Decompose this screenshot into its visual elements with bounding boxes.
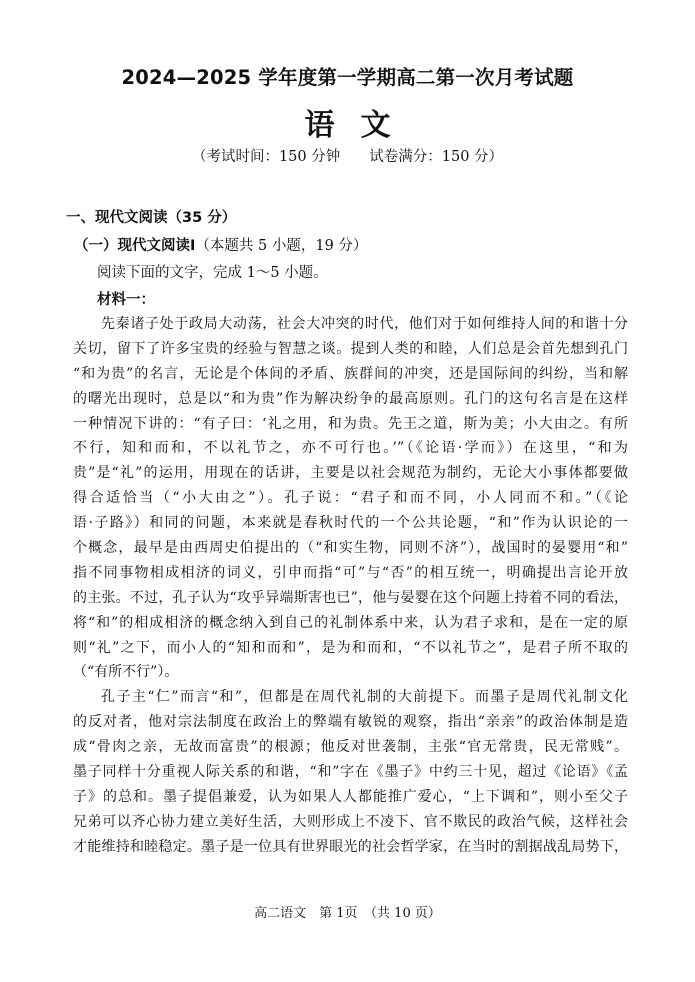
exam-info: （考试时间：150 分钟 试卷满分：150 分） <box>191 149 504 165</box>
reading-instruction: 阅读下面的文字，完成 1～5 小题。 <box>97 265 328 281</box>
passage-line: 的曙光出现时，总是以“和为贵”作为解决纷争的最高原则。孔门的这句名言是在这样 <box>73 390 628 407</box>
material-label: 材料一： <box>97 292 155 308</box>
passage-line: 墨子同样十分重视人际关系的和谐，“和”字在《墨子》中约三十见，超过《论语》《孟 <box>73 764 628 781</box>
passage-line: 孔子主“仁”而言“和”，但都是在周代礼制的大前提下。而墨子是周代礼制文化 <box>101 689 628 706</box>
subject-title: 语文 <box>304 108 417 143</box>
passage-line: “和为贵”的名言，无论是个体间的矛盾、族群间的冲突，还是国际间的纠纷，当和解 <box>73 365 628 382</box>
passage-line: 兄弟可以齐心协力建立美好生活，大则形成上不凌下、官不欺民的政治气候，这样社会 <box>73 813 628 830</box>
passage-line: 成“骨肉之亲，无故而富贵”的根源；他反对世袭制，主张“官无常贵，民无常贱”。 <box>73 739 628 756</box>
subsection-heading-bold: （一）现代文阅读Ⅰ <box>74 238 196 254</box>
passage-line: 语·子路》）和同的问题，本来就是春秋时代的一个公共论题，“和”作为认识论的一 <box>73 515 628 532</box>
passage-line: 关切，留下了许多宝贵的经验与智慧之谈。提到人类的和睦，人们总是会首先想到孔门 <box>73 340 628 357</box>
exam-title: 2024—2025 学年度第一学期高二第一次月考试题 <box>121 66 574 89</box>
passage-line: 个概念，最早是由西周史伯提出的（“和实生物，同则不济”），战国时的晏婴用“和” <box>73 540 628 557</box>
passage-line: 先秦诸子处于政局大动荡，社会大冲突的时代，他们对于如何维持人间的和谐十分 <box>101 316 628 332</box>
subsection-heading <box>74 234 367 255</box>
passage-line: 子》的总和。墨子提倡兼爱，认为如果人人都能推广爱心，“上下调和”，则小至父子 <box>73 788 628 805</box>
section-heading: 一、现代文阅读（35 分） <box>66 210 237 226</box>
passage-line: 则“礼”之下，而小人的“知和而和”，是为和而和，“不以礼节之”，是君子所不取的 <box>73 639 628 656</box>
passage-line: 才能维持和睦稳定。墨子是一位具有世界眼光的社会哲学家，在当时的割据战乱局势下， <box>73 838 628 855</box>
passage-line: 指不同事物相成相济的词义，引申而指“可”与“否”的相互统一，明确提出言论开放 <box>73 564 628 581</box>
passage-line: （“有所不行”）。 <box>73 664 179 681</box>
page-footer: 高二语文 第 1页 （共 10 页） <box>254 906 441 921</box>
passage-line: 的反对者，他对宗法制度在政治上的弊端有敏锐的观察，指出“亲亲”的政治体制是造 <box>73 714 628 731</box>
subsection-heading-rest: （本题共 5 小题，19 分） <box>195 238 368 254</box>
passage-line: 贵”是“礼”的运用，用现在的话讲，主要是以社会规范为制约，无论大小事体都要做 <box>73 465 628 482</box>
passage-body <box>73 312 628 860</box>
passage-line: 将“和”的相成相济的概念纳入到自己的礼制体系中来，认为君子求和，是在一定的原 <box>73 614 628 631</box>
passage-line: 的主张。不过，孔子认为“攻乎异端斯害也已”，他与晏婴在这个问题上持着不同的看法， <box>73 589 628 606</box>
passage-line: 一种情况下讲的：“有子曰：‘礼之用，和为贵。先王之道，斯为美；小大由之。有所 <box>73 415 628 432</box>
passage-line: 不行，知和而和，不以礼节之，亦不可行也。’”（《论语·学而》）在这里，“和为 <box>73 440 628 457</box>
passage-line: 得合适恰当（“小大由之”）。孔子说：“君子和而不同，小人同而不和。”（《论 <box>73 490 628 507</box>
